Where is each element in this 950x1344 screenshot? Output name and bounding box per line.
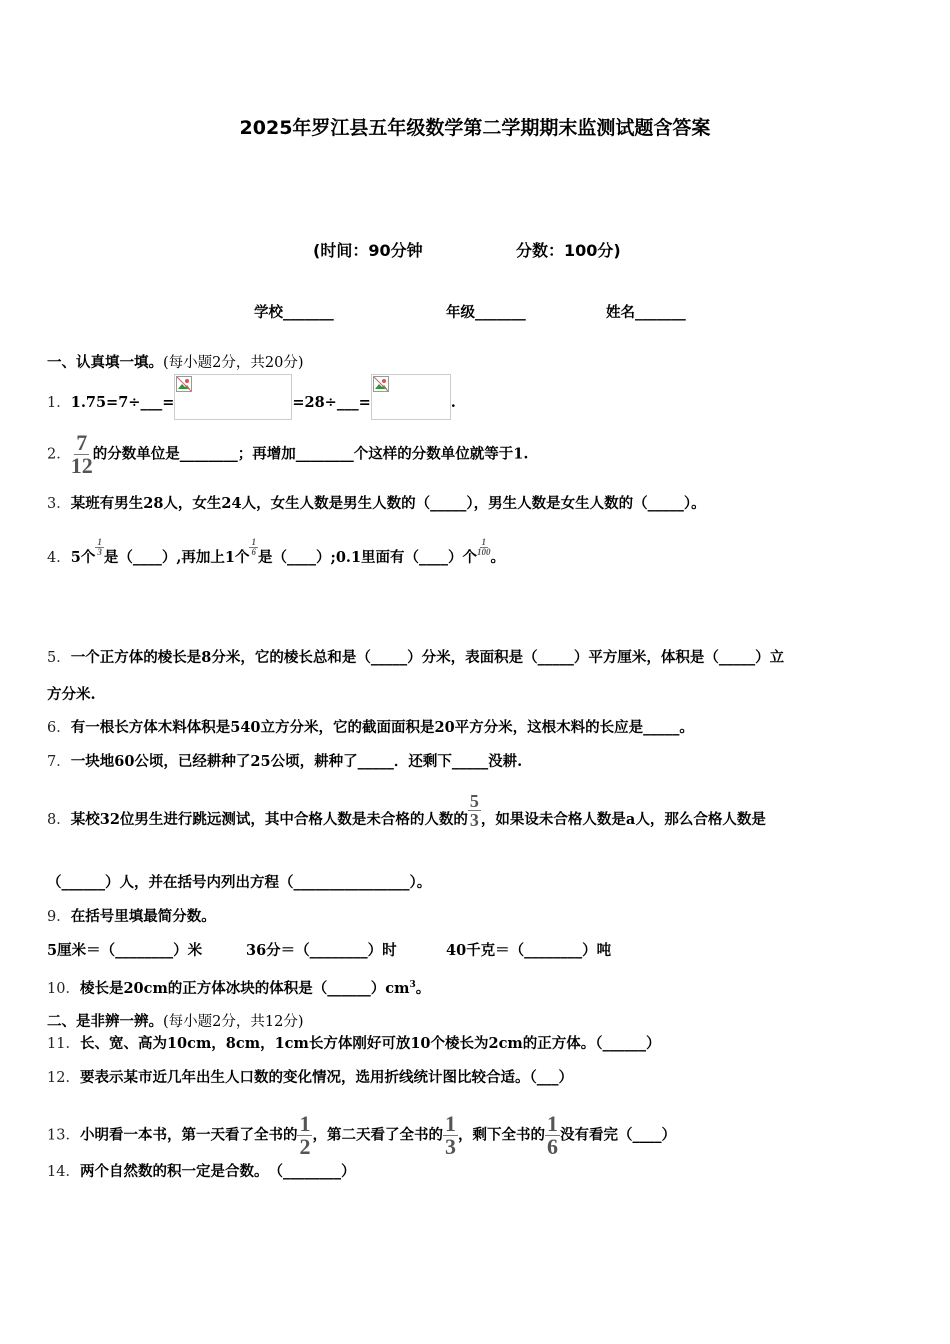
q13-number: 13． [47, 1127, 80, 1144]
q4-text-b: 是（____）,再加上1个 [103, 549, 250, 566]
question-6 [47, 718, 694, 738]
q13-text-a: 小明看一本书，第一天看了全书的 [79, 1126, 298, 1144]
q4-fraction-1 [95, 538, 104, 557]
q4-f2-numerator: 1 [251, 536, 256, 547]
q4-fraction-2 [249, 538, 258, 557]
q5-text-line2: 方分米. [47, 686, 96, 703]
q5-number: 5． [47, 650, 71, 666]
broken-image-icon [373, 376, 389, 392]
name-field: 姓名_______ [606, 304, 686, 321]
q2-frac-denominator: 12 [70, 453, 93, 478]
q9-item-1: 5厘米＝（________）米 [47, 942, 203, 959]
q1-text-c: . [450, 394, 456, 411]
section-note-1: (每小题2分，共20分) [163, 355, 304, 371]
q4-f1-numerator: 1 [97, 536, 102, 547]
q1-number: 1． [47, 395, 71, 411]
q13-f3-numerator: 1 [546, 1111, 558, 1136]
q4-f2-denominator: 6 [251, 546, 256, 557]
exam-score: 分数：100分) [516, 241, 621, 260]
q7-text: 一块地60公顷，已经耕种了25公顷，耕种了_____．还剩下_____没耕. [70, 753, 523, 770]
q11-number: 11． [47, 1036, 80, 1052]
q11-text: 长、宽、高为10cm，8cm，1cm长方体刚好可放10个棱长为2cm的正方体。（______） [79, 1035, 661, 1052]
section-heading-1 [47, 351, 304, 372]
q2-fraction [71, 432, 93, 477]
q9-number: 9． [47, 909, 71, 925]
q4-f3-numerator: 1 [481, 536, 487, 547]
q13-f2-numerator: 1 [444, 1111, 456, 1136]
q12-number: 12． [47, 1070, 80, 1086]
q9-item-2: 36分＝（________）时 [246, 942, 397, 959]
q2-number: 2． [47, 446, 71, 463]
q13-fraction-3 [545, 1113, 560, 1158]
q4-f3-denominator: 100 [477, 546, 491, 557]
q13-text-b: ，第二天看了全书的 [312, 1126, 443, 1144]
section-note-2: (每小题2分，共12分) [163, 1014, 304, 1030]
question-4 [47, 536, 506, 568]
q13-fraction-1 [297, 1113, 312, 1158]
q13-f1-denominator: 2 [299, 1134, 311, 1159]
question-8 [47, 790, 766, 830]
q6-number: 6． [47, 720, 71, 736]
q3-text: 某班有男生28人，女生24人，女生人数是男生人数的（_____），男生人数是女生人数的（_____）。 [70, 495, 706, 512]
question-10 [47, 975, 430, 999]
q1-text-b: =28÷___= [292, 394, 371, 411]
section-title-1: 一、认真填一填。 [47, 354, 163, 371]
q13-fraction-2 [443, 1113, 458, 1158]
question-9 [47, 907, 216, 927]
q8-text-a: 某校32位男生进行跳远测试，其中合格人数是未合格的人数的 [70, 811, 468, 828]
q3-number: 3． [47, 496, 71, 512]
q13-f3-denominator: 6 [546, 1134, 558, 1159]
q12-text: 要表示某市近几年出生人口数的变化情况，选用折线统计图比较合适。（___） [79, 1069, 573, 1086]
q1-text-a: 1.75=7÷___= [70, 394, 175, 411]
q2-frac-numerator: 7 [76, 430, 88, 455]
question-14 [47, 1162, 355, 1182]
q13-text-d: 没有看完（____） [559, 1126, 676, 1144]
q1-image-box-1 [174, 374, 292, 420]
q13-f2-denominator: 3 [444, 1134, 456, 1159]
question-7 [47, 752, 522, 772]
q10-number: 10． [47, 980, 80, 997]
exam-time: (时间：90分钟 [313, 241, 423, 260]
question-1 [47, 386, 456, 420]
section-title-2: 二、是非辨一辨。 [47, 1013, 163, 1030]
q14-number: 14． [47, 1164, 80, 1180]
q1-image-box-2 [371, 374, 451, 420]
q7-number: 7． [47, 754, 71, 770]
q8-fraction [468, 792, 481, 829]
page-title: 2025年罗江县五年级数学第二学期期末监测试题含答案 [239, 117, 711, 139]
school-field: 学校_______ [254, 304, 334, 321]
broken-image-icon [176, 376, 192, 392]
q9-text: 在括号里填最简分数。 [70, 908, 216, 925]
q10-superscript: 3 [409, 980, 416, 990]
q4-number: 4． [47, 550, 71, 566]
q4-f1-denominator: 3 [97, 546, 102, 557]
q10-end: 。 [415, 979, 431, 997]
q8-number: 8． [47, 812, 71, 828]
question-5 [47, 648, 784, 668]
q5-text-line1: 一个正方体的棱长是8分米，它的棱长总和是（_____）分米，表面积是（_____）平方厘米，体积是（_____）立 [70, 649, 785, 666]
question-12 [47, 1068, 573, 1088]
q10-text: 棱长是20cm的正方体冰块的体积是（______）cm [79, 979, 410, 997]
question-11 [47, 1034, 661, 1054]
q8-text-b: ，如果设未合格人数是a人，那么合格人数是 [480, 811, 766, 828]
question-13 [47, 1113, 676, 1158]
q2-text: 的分数单位是________；再增加________个这样的分数单位就等于1. [92, 445, 529, 463]
q8-frac-denominator: 3 [469, 809, 479, 830]
q4-text-c: 是（____）;0.1里面有（____）个 [257, 549, 478, 566]
question-2 [47, 432, 528, 477]
q8-text-c: （______）人，并在括号内列出方程（________________）。 [47, 874, 432, 891]
q13-f1-numerator: 1 [299, 1111, 311, 1136]
grade-field: 年级_______ [446, 304, 526, 321]
section-heading-2 [47, 1010, 304, 1031]
q4-text-a: 5个 [70, 549, 96, 566]
q8-frac-numerator: 5 [469, 790, 479, 811]
q14-text: 两个自然数的积一定是合数。 （________） [79, 1163, 356, 1180]
q6-text: 有一根长方体木料体积是540立方分米，它的截面面积是20平方分米，这根木料的长应是_____。 [70, 719, 694, 736]
q9-item-3: 40千克＝（________）吨 [446, 942, 612, 959]
q13-text-c: ，剩下全书的 [457, 1126, 545, 1144]
question-3 [47, 494, 706, 514]
q4-fraction-3 [477, 538, 491, 557]
q4-text-d: 。 [490, 549, 506, 566]
